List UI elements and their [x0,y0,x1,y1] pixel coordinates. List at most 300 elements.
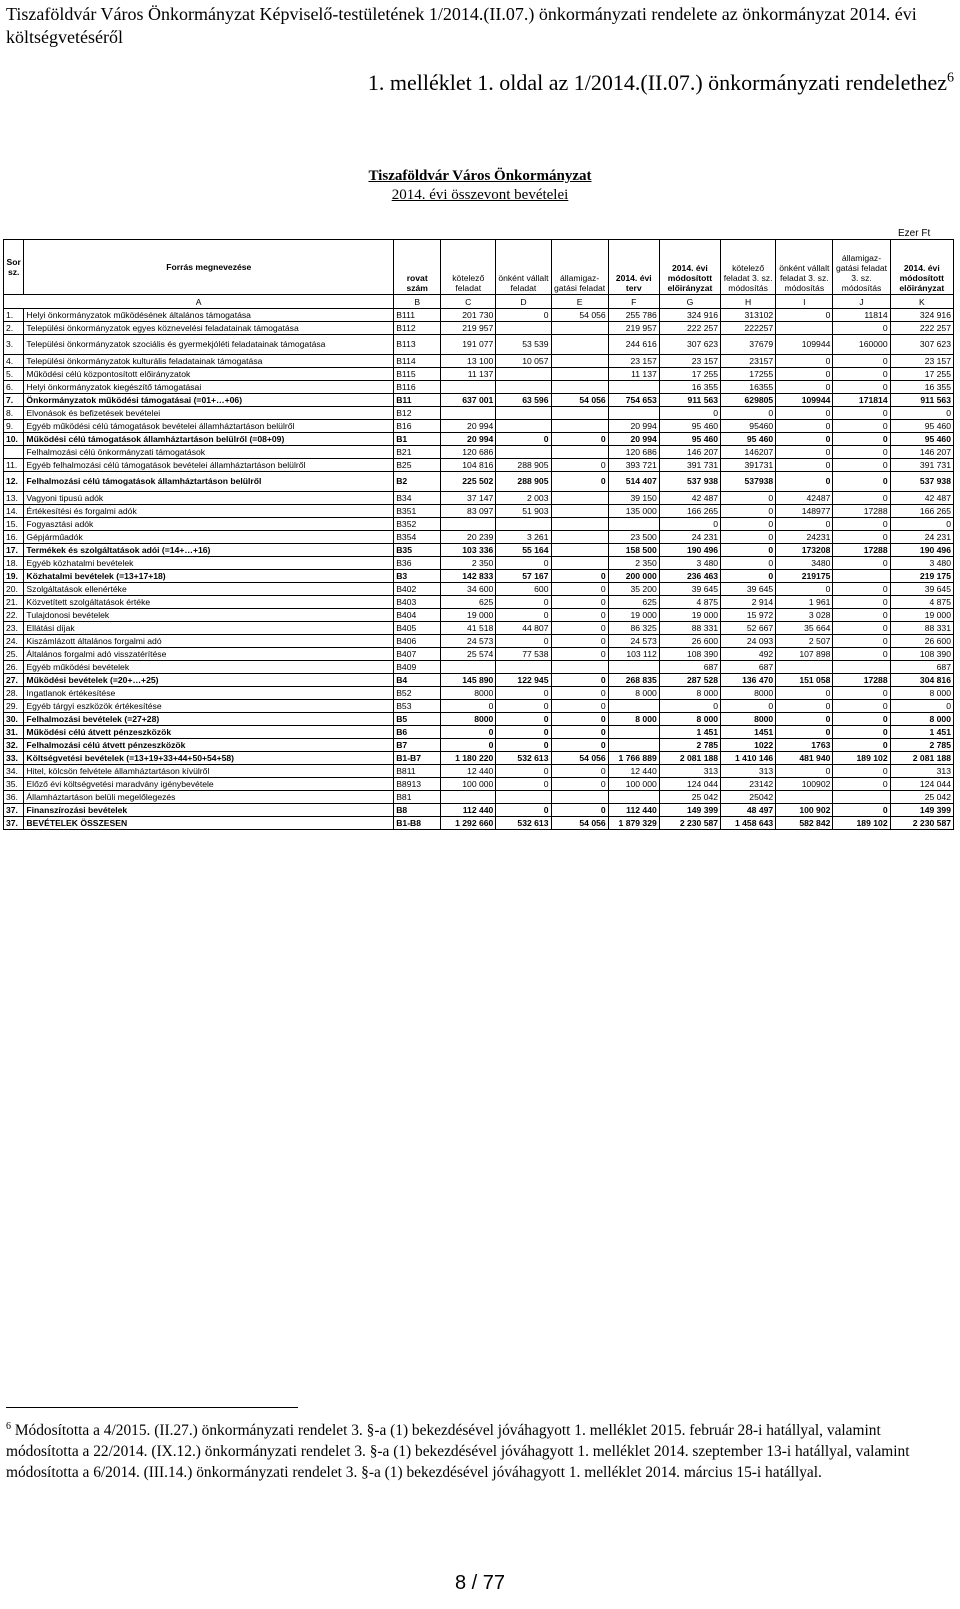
allamigazgatasi-mod-value: 0 [833,355,890,368]
allamigazgatasi-value: 0 [551,583,608,596]
modositott-value: 307 623 [659,335,720,355]
onkent-mod-value: 0 [776,407,833,420]
allamigazgatasi-value: 0 [551,687,608,700]
onkent-mod-value: 0 [776,433,833,446]
row-number: 3. [4,335,24,355]
onkent-value: 10 057 [496,355,551,368]
onkent-mod-value: 0 [776,583,833,596]
allamigazgatasi-mod-value: 17288 [833,505,890,518]
kotelezo-mod-value: 95 460 [721,433,776,446]
onkent-value: 532 613 [496,817,551,830]
table-row [4,609,954,622]
modositott-final-value: 23 157 [890,355,953,368]
modositott-value: 0 [659,700,720,713]
kotelezo-value: 8000 [441,713,496,726]
allamigazgatasi-mod-value: 0 [833,726,890,739]
allamigazgatasi-value: 54 056 [551,309,608,322]
row-name: Szolgáltatások ellenértéke [24,583,394,596]
col-letter-b: B [394,295,441,309]
terv-value: 1 879 329 [608,817,659,830]
modositott-value: 26 600 [659,635,720,648]
onkent-value: 2 003 [496,492,551,505]
onkent-value: 532 613 [496,752,551,765]
row-number: 5. [4,368,24,381]
terv-value: 120 686 [608,446,659,459]
row-number: 31. [4,726,24,739]
row-number: 33. [4,752,24,765]
row-name: Felhalmozási célú átvett pénzeszközök [24,739,394,752]
modositott-value: 88 331 [659,622,720,635]
modositott-final-value: 26 600 [890,635,953,648]
row-code: B352 [394,518,441,531]
terv-value: 135 000 [608,505,659,518]
onkent-value: 57 167 [496,570,551,583]
kotelezo-value: 37 147 [441,492,496,505]
modositott-value: 16 355 [659,381,720,394]
onkent-mod-value: 24231 [776,531,833,544]
kotelezo-mod-value: 2 914 [721,596,776,609]
col-header-onkent-mod: önként vállalt feladat 3. sz. módosítás [776,240,833,295]
kotelezo-mod-value: 687 [721,661,776,674]
modositott-value: 146 207 [659,446,720,459]
kotelezo-mod-value: 1 410 146 [721,752,776,765]
modositott-value: 108 390 [659,648,720,661]
onkent-mod-value: 2 507 [776,635,833,648]
modositott-final-value: 25 042 [890,791,953,804]
col-letter-k: K [890,295,953,309]
kotelezo-value: 0 [441,739,496,752]
onkent-value: 0 [496,739,551,752]
row-name: Gépjárműadók [24,531,394,544]
terv-value: 20 994 [608,420,659,433]
row-number: 10. [4,433,24,446]
terv-value: 112 440 [608,804,659,817]
row-code: B35 [394,544,441,557]
onkent-mod-value: 219175 [776,570,833,583]
terv-value: 100 000 [608,778,659,791]
modositott-value: 222 257 [659,322,720,335]
kotelezo-value: 100 000 [441,778,496,791]
modositott-final-value: 8 000 [890,687,953,700]
allamigazgatasi-value [551,407,608,420]
allamigazgatasi-mod-value [833,570,890,583]
table-row [4,309,954,322]
col-header-kotelezo: kötelező feladat [441,240,496,295]
allamigazgatasi-value: 0 [551,596,608,609]
table-row [4,661,954,674]
allamigazgatasi-value: 0 [551,635,608,648]
onkent-mod-value: 42487 [776,492,833,505]
row-number: 15. [4,518,24,531]
terv-value: 2 350 [608,557,659,570]
allamigazgatasi-mod-value: 0 [833,446,890,459]
modositott-value: 124 044 [659,778,720,791]
onkent-value [496,518,551,531]
modositott-value: 190 496 [659,544,720,557]
kotelezo-mod-value: 17255 [721,368,776,381]
onkent-value: 44 807 [496,622,551,635]
row-number: 12. [4,472,24,492]
modositott-final-value: 324 916 [890,309,953,322]
col-header-allamigazgatasi-mod: államigaz-gatási feladat 3. sz. módosítás [833,240,890,295]
table-row [4,446,954,459]
modositott-final-value: 0 [890,407,953,420]
onkent-mod-value: 481 940 [776,752,833,765]
annex-title-text: 1. melléklet 1. oldal az 1/2014.(II.07.) önkormányzati rendelethez [367,70,947,95]
modositott-value: 2 081 188 [659,752,720,765]
col-header-sor: Sor sz. [4,240,24,295]
allamigazgatasi-value: 0 [551,472,608,492]
modositott-value: 236 463 [659,570,720,583]
allamigazgatasi-value: 0 [551,570,608,583]
table-body [4,309,954,830]
modositott-value: 537 938 [659,472,720,492]
terv-value: 39 150 [608,492,659,505]
row-number: 9. [4,420,24,433]
kotelezo-mod-value: 0 [721,407,776,420]
modositott-value: 39 645 [659,583,720,596]
onkent-mod-value: 100 902 [776,804,833,817]
modositott-value: 24 231 [659,531,720,544]
onkent-mod-value: 3480 [776,557,833,570]
row-name: Közhatalmi bevételek (=13+17+18) [24,570,394,583]
kotelezo-value: 637 001 [441,394,496,407]
row-code: B811 [394,765,441,778]
row-code: B81 [394,791,441,804]
allamigazgatasi-value: 54 056 [551,817,608,830]
modositott-final-value: 391 731 [890,459,953,472]
onkent-mod-value: 0 [776,687,833,700]
kotelezo-value: 12 440 [441,765,496,778]
kotelezo-value: 25 574 [441,648,496,661]
row-name: Értékesítési és forgalmi adók [24,505,394,518]
modositott-value: 8 000 [659,687,720,700]
onkent-mod-value: 1 961 [776,596,833,609]
allamigazgatasi-mod-value: 0 [833,648,890,661]
allamigazgatasi-mod-value: 0 [833,518,890,531]
onkent-mod-value: 582 842 [776,817,833,830]
modositott-final-value: 911 563 [890,394,953,407]
revenue-table [3,239,954,830]
row-name: Előző évi költségvetési maradvány igénybevétele [24,778,394,791]
row-name: Finanszírozási bevételek [24,804,394,817]
onkent-mod-value: 0 [776,518,833,531]
row-code: B1-B8 [394,817,441,830]
kotelezo-value: 34 600 [441,583,496,596]
terv-value: 86 325 [608,622,659,635]
onkent-value: 600 [496,583,551,596]
kotelezo-value: 83 097 [441,505,496,518]
allamigazgatasi-mod-value: 0 [833,739,890,752]
row-code: B409 [394,661,441,674]
row-code: B115 [394,368,441,381]
modositott-value: 19 000 [659,609,720,622]
table-row [4,791,954,804]
table-row [4,420,954,433]
row-number: 4. [4,355,24,368]
row-number: 22. [4,609,24,622]
row-code: B25 [394,459,441,472]
modositott-value: 0 [659,518,720,531]
onkent-value: 0 [496,309,551,322]
onkent-mod-value: 3 028 [776,609,833,622]
allamigazgatasi-mod-value: 0 [833,459,890,472]
col-header-modositott: 2014. évi módosított előirányzat [659,240,720,295]
kotelezo-mod-value: 95460 [721,420,776,433]
row-number: 14. [4,505,24,518]
onkent-value: 3 261 [496,531,551,544]
modositott-value: 1 451 [659,726,720,739]
row-name: Egyéb közhatalmi bevételek [24,557,394,570]
row-name: BEVÉTELEK ÖSSZESEN [24,817,394,830]
onkent-mod-value: 173208 [776,544,833,557]
onkent-value: 53 539 [496,335,551,355]
row-name: Egyéb felhalmozási célú támogatások bevételei államháztartáson belülről [24,459,394,472]
modositott-final-value: 0 [890,518,953,531]
table-row [4,472,954,492]
col-letter-e: E [551,295,608,309]
terv-value: 8 000 [608,713,659,726]
row-name: Működési célú támogatások államháztartáson belülről (=08+09) [24,433,394,446]
onkent-mod-value: 0 [776,459,833,472]
kotelezo-value [441,381,496,394]
allamigazgatasi-value: 0 [551,700,608,713]
allamigazgatasi-value [551,544,608,557]
row-code: B7 [394,739,441,752]
table-row [4,570,954,583]
terv-value: 35 200 [608,583,659,596]
row-code: B34 [394,492,441,505]
row-code: B114 [394,355,441,368]
onkent-mod-value: 107 898 [776,648,833,661]
col-letter-j: J [833,295,890,309]
modositott-final-value: 146 207 [890,446,953,459]
kotelezo-value: 145 890 [441,674,496,687]
row-number: 7. [4,394,24,407]
allamigazgatasi-mod-value: 0 [833,420,890,433]
terv-value [608,726,659,739]
terv-value: 754 653 [608,394,659,407]
modositott-final-value: 313 [890,765,953,778]
row-name: Működési célú központosított előirányzatok [24,368,394,381]
row-code: B403 [394,596,441,609]
footnote-reference[interactable]: 6 [947,70,954,86]
row-number: 36. [4,791,24,804]
modositott-value: 324 916 [659,309,720,322]
col-letter-h: H [721,295,776,309]
kotelezo-value: 219 957 [441,322,496,335]
row-code: B36 [394,557,441,570]
table-row [4,381,954,394]
onkent-value: 77 538 [496,648,551,661]
kotelezo-mod-value: 629805 [721,394,776,407]
footnote [6,1416,950,1483]
allamigazgatasi-value [551,492,608,505]
modositott-value: 0 [659,407,720,420]
row-code: B402 [394,583,441,596]
table-row [4,674,954,687]
row-number: 30. [4,713,24,726]
modositott-final-value: 2 081 188 [890,752,953,765]
row-name: Kiszámlázott általános forgalmi adó [24,635,394,648]
terv-value: 1 766 889 [608,752,659,765]
terv-value: 158 500 [608,544,659,557]
row-number: 32. [4,739,24,752]
kotelezo-mod-value: 16355 [721,381,776,394]
allamigazgatasi-value: 54 056 [551,752,608,765]
allamigazgatasi-mod-value: 0 [833,433,890,446]
kotelezo-mod-value: 0 [721,544,776,557]
modositott-value: 95 460 [659,433,720,446]
kotelezo-mod-value: 136 470 [721,674,776,687]
onkent-value [496,322,551,335]
kotelezo-mod-value: 8000 [721,687,776,700]
row-name: Ingatlanok értékesítése [24,687,394,700]
onkent-mod-value: 0 [776,765,833,778]
col-header-source: Forrás megnevezése [24,240,394,295]
table-row [4,596,954,609]
allamigazgatasi-value [551,381,608,394]
kotelezo-value: 103 336 [441,544,496,557]
row-code: B21 [394,446,441,459]
terv-value: 625 [608,596,659,609]
allamigazgatasi-mod-value: 0 [833,322,890,335]
kotelezo-mod-value: 24 093 [721,635,776,648]
table-row [4,817,954,830]
kotelezo-mod-value: 0 [721,531,776,544]
onkent-value: 0 [496,635,551,648]
kotelezo-mod-value: 0 [721,570,776,583]
onkent-value: 0 [496,596,551,609]
modositott-final-value: 8 000 [890,713,953,726]
onkent-mod-value [776,322,833,335]
kotelezo-mod-value: 23157 [721,355,776,368]
kotelezo-mod-value: 8000 [721,713,776,726]
kotelezo-mod-value: 0 [721,557,776,570]
onkent-value: 0 [496,687,551,700]
modositott-final-value: 149 399 [890,804,953,817]
document-subtitle: 2014. évi összevont bevételei [391,187,569,203]
table-row [4,394,954,407]
allamigazgatasi-value: 54 056 [551,394,608,407]
terv-value: 103 112 [608,648,659,661]
onkent-mod-value: 109944 [776,335,833,355]
row-name: Felhalmozási célú támogatások államháztartáson belülről [24,472,394,492]
row-code: B53 [394,700,441,713]
page-number: 8 / 77 [454,1572,506,1594]
onkent-mod-value: 0 [776,700,833,713]
terv-value: 268 835 [608,674,659,687]
allamigazgatasi-mod-value: 160000 [833,335,890,355]
modositott-value: 166 265 [659,505,720,518]
modositott-value: 2 785 [659,739,720,752]
modositott-final-value: 95 460 [890,420,953,433]
allamigazgatasi-value: 0 [551,804,608,817]
terv-value: 200 000 [608,570,659,583]
modositott-final-value: 190 496 [890,544,953,557]
col-letter-f: F [608,295,659,309]
row-number: 26. [4,661,24,674]
footnote-divider [6,1407,298,1408]
col-header-kotelezo-mod: kötelező feladat 3. sz. módosítás [721,240,776,295]
table-row [4,752,954,765]
allamigazgatasi-mod-value: 17288 [833,674,890,687]
modositott-final-value: 124 044 [890,778,953,791]
row-number: 2. [4,322,24,335]
terv-value [608,700,659,713]
onkent-mod-value: 35 664 [776,622,833,635]
kotelezo-mod-value: 52 667 [721,622,776,635]
onkent-value [496,407,551,420]
row-name: Egyéb tárgyi eszközök értékesítése [24,700,394,713]
onkent-value [496,381,551,394]
modositott-value: 149 399 [659,804,720,817]
kotelezo-value: 104 816 [441,459,496,472]
allamigazgatasi-mod-value: 0 [833,472,890,492]
row-code: B116 [394,381,441,394]
allamigazgatasi-mod-value: 0 [833,596,890,609]
terv-value: 20 994 [608,433,659,446]
onkent-value: 63 596 [496,394,551,407]
kotelezo-value: 8000 [441,687,496,700]
row-name: Költségvetési bevételek (=13+19+33+44+50+54+58) [24,752,394,765]
modositott-value: 17 255 [659,368,720,381]
row-number: 19. [4,570,24,583]
table-row [4,700,954,713]
modositott-final-value: 3 480 [890,557,953,570]
table-letter-row [4,295,954,309]
modositott-final-value: 687 [890,661,953,674]
row-number [4,446,24,459]
col-letter-g: G [659,295,720,309]
row-code: B111 [394,309,441,322]
row-number: 25. [4,648,24,661]
table-row [4,368,954,381]
row-number: 29. [4,700,24,713]
terv-value: 12 440 [608,765,659,778]
kotelezo-value: 142 833 [441,570,496,583]
allamigazgatasi-mod-value [833,661,890,674]
allamigazgatasi-mod-value: 171814 [833,394,890,407]
modositott-value: 95 460 [659,420,720,433]
allamigazgatasi-value: 0 [551,648,608,661]
kotelezo-mod-value: 1451 [721,726,776,739]
terv-value [608,661,659,674]
table-row [4,622,954,635]
allamigazgatasi-mod-value: 0 [833,713,890,726]
modositott-final-value: 17 255 [890,368,953,381]
allamigazgatasi-value [551,368,608,381]
onkent-value: 122 945 [496,674,551,687]
row-code: B113 [394,335,441,355]
row-name: Fogyasztási adók [24,518,394,531]
terv-value: 23 500 [608,531,659,544]
row-number: 27. [4,674,24,687]
table-header-row [4,240,954,295]
kotelezo-value: 120 686 [441,446,496,459]
table-row [4,544,954,557]
allamigazgatasi-mod-value: 0 [833,531,890,544]
onkent-value: 288 905 [496,472,551,492]
modositott-final-value: 0 [890,700,953,713]
table-row [4,492,954,505]
row-number: 37. [4,817,24,830]
kotelezo-value: 20 994 [441,420,496,433]
table-row [4,531,954,544]
onkent-mod-value: 100902 [776,778,833,791]
modositott-final-value: 88 331 [890,622,953,635]
row-name: Egyéb működési célú támogatások bevételei államháztartáson belülről [24,420,394,433]
